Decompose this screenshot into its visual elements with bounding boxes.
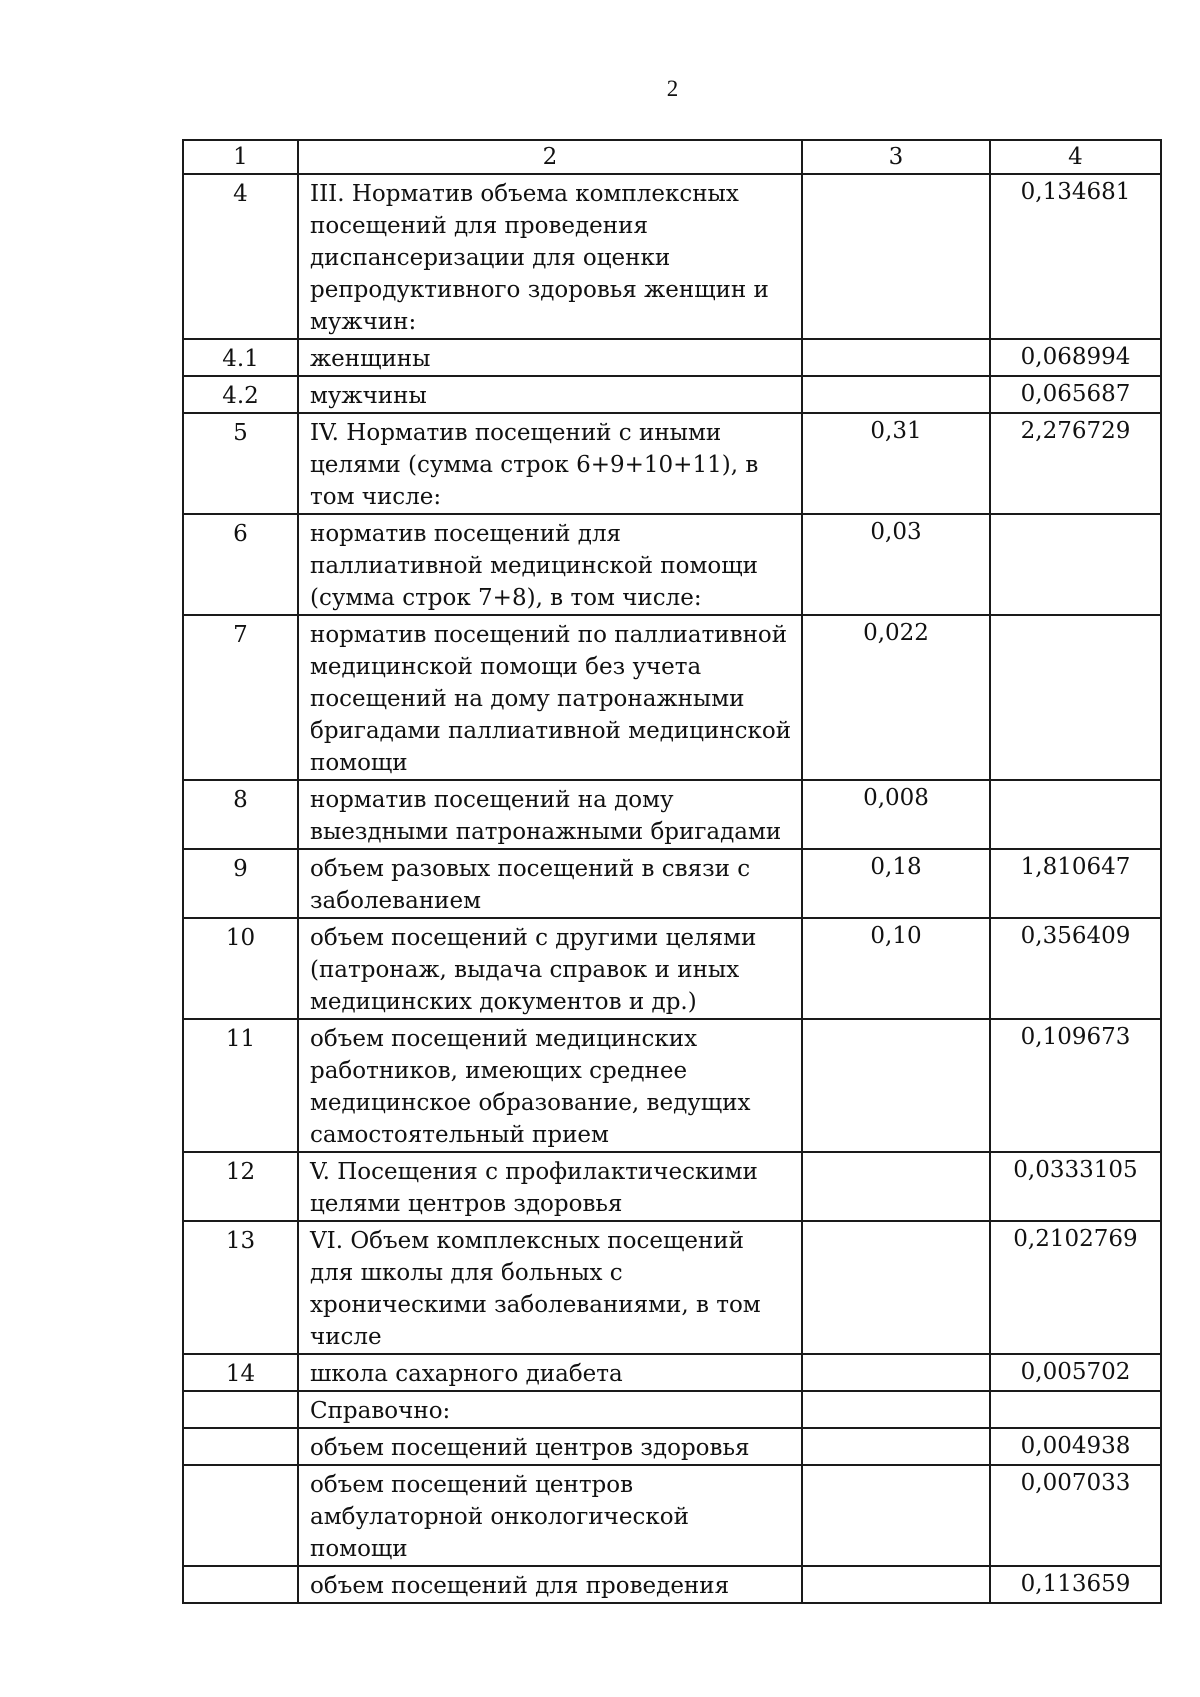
- row-name-cell: объем посещений с другими целями (патронаж, выдача справок и иных медицинских документов и др.): [298, 918, 802, 1019]
- row-col3-cell: [802, 174, 990, 339]
- row-col3-cell: 0,03: [802, 514, 990, 615]
- table-row: [183, 1465, 1161, 1566]
- row-number-cell: 9: [183, 849, 298, 918]
- table-header-row: [183, 140, 1161, 174]
- header-cell-1: 1: [183, 140, 298, 174]
- row-number-cell: 4.2: [183, 376, 298, 413]
- row-number-cell: 7: [183, 615, 298, 780]
- row-col3-cell: [802, 1152, 990, 1221]
- table-row: [183, 1019, 1161, 1152]
- row-col4-cell: 0,0333105: [990, 1152, 1161, 1221]
- row-name-cell: норматив посещений для паллиативной медицинской помощи (сумма строк 7+8), в том числе:: [298, 514, 802, 615]
- header-cell-2: 2: [298, 140, 802, 174]
- table-row: [183, 1566, 1161, 1603]
- row-number-cell: 10: [183, 918, 298, 1019]
- row-number-cell: 6: [183, 514, 298, 615]
- table-row: [183, 1391, 1161, 1428]
- table-row: [183, 376, 1161, 413]
- row-col3-cell: [802, 376, 990, 413]
- row-col3-cell: [802, 1566, 990, 1603]
- row-col3-cell: 0,18: [802, 849, 990, 918]
- row-number-cell: 11: [183, 1019, 298, 1152]
- row-number-cell: [183, 1391, 298, 1428]
- row-number-cell: 4: [183, 174, 298, 339]
- row-col3-cell: 0,10: [802, 918, 990, 1019]
- row-name-cell: объем разовых посещений в связи с заболеванием: [298, 849, 802, 918]
- row-col4-cell: 0,134681: [990, 174, 1161, 339]
- table-row: [183, 1152, 1161, 1221]
- row-name-cell: мужчины: [298, 376, 802, 413]
- row-name-cell: объем посещений центров здоровья: [298, 1428, 802, 1465]
- row-name-cell: женщины: [298, 339, 802, 376]
- header-cell-4: 4: [990, 140, 1161, 174]
- table-row: [183, 849, 1161, 918]
- row-col3-cell: [802, 1428, 990, 1465]
- row-name-cell: IV. Норматив посещений с иными целями (сумма строк 6+9+10+11), в том числе:: [298, 413, 802, 514]
- norms-table: [182, 139, 1162, 1604]
- table-row: [183, 1221, 1161, 1354]
- row-number-cell: 4.1: [183, 339, 298, 376]
- row-name-cell: Справочно:: [298, 1391, 802, 1428]
- row-col4-cell: 0,356409: [990, 918, 1161, 1019]
- table-row: [183, 918, 1161, 1019]
- row-name-cell: школа сахарного диабета: [298, 1354, 802, 1391]
- row-number-cell: 13: [183, 1221, 298, 1354]
- row-number-cell: [183, 1566, 298, 1603]
- row-number-cell: 12: [183, 1152, 298, 1221]
- row-col4-cell: [990, 780, 1161, 849]
- row-col4-cell: [990, 1391, 1161, 1428]
- row-col3-cell: [802, 1465, 990, 1566]
- row-name-cell: III. Норматив объема комплексных посещений для проведения диспансеризации для оценки репродуктивного здоровья женщин и мужчин:: [298, 174, 802, 339]
- row-col4-cell: 0,005702: [990, 1354, 1161, 1391]
- row-col4-cell: [990, 615, 1161, 780]
- row-col4-cell: 0,109673: [990, 1019, 1161, 1152]
- row-col4-cell: [990, 514, 1161, 615]
- row-name-cell: норматив посещений по паллиативной медицинской помощи без учета посещений на дому патронажными бригадами паллиативной медицинской помощи: [298, 615, 802, 780]
- row-name-cell: объем посещений для проведения: [298, 1566, 802, 1603]
- row-col3-cell: 0,022: [802, 615, 990, 780]
- table-row: [183, 1428, 1161, 1465]
- row-col4-cell: 2,276729: [990, 413, 1161, 514]
- row-number-cell: [183, 1465, 298, 1566]
- row-col4-cell: 1,810647: [990, 849, 1161, 918]
- row-col4-cell: 0,065687: [990, 376, 1161, 413]
- row-name-cell: норматив посещений на дому выездными патронажными бригадами: [298, 780, 802, 849]
- row-name-cell: V. Посещения с профилактическими целями центров здоровья: [298, 1152, 802, 1221]
- row-col4-cell: 0,2102769: [990, 1221, 1161, 1354]
- row-col3-cell: 0,008: [802, 780, 990, 849]
- row-col3-cell: [802, 1354, 990, 1391]
- row-name-cell: объем посещений медицинских работников, имеющих среднее медицинское образование, ведущих самостоятельный прием: [298, 1019, 802, 1152]
- row-col4-cell: 0,007033: [990, 1465, 1161, 1566]
- row-name-cell: VI. Объем комплексных посещений для школы для больных с хроническими заболеваниями, в том числе: [298, 1221, 802, 1354]
- row-number-cell: 14: [183, 1354, 298, 1391]
- row-number-cell: 8: [183, 780, 298, 849]
- row-col4-cell: 0,113659: [990, 1566, 1161, 1603]
- table-row: [183, 615, 1161, 780]
- table-row: [183, 780, 1161, 849]
- row-name-cell: объем посещений центров амбулаторной онкологической помощи: [298, 1465, 802, 1566]
- row-col3-cell: [802, 1221, 990, 1354]
- table-body: [183, 140, 1161, 1603]
- table-row: [183, 514, 1161, 615]
- table-row: [183, 339, 1161, 376]
- table-row: [183, 174, 1161, 339]
- row-col4-cell: 0,004938: [990, 1428, 1161, 1465]
- row-number-cell: [183, 1428, 298, 1465]
- page-number: 2: [666, 76, 679, 101]
- header-cell-3: 3: [802, 140, 990, 174]
- row-col3-cell: 0,31: [802, 413, 990, 514]
- row-number-cell: 5: [183, 413, 298, 514]
- table-row: [183, 1354, 1161, 1391]
- table-row: [183, 413, 1161, 514]
- row-col3-cell: [802, 1391, 990, 1428]
- row-col4-cell: 0,068994: [990, 339, 1161, 376]
- row-col3-cell: [802, 1019, 990, 1152]
- row-col3-cell: [802, 339, 990, 376]
